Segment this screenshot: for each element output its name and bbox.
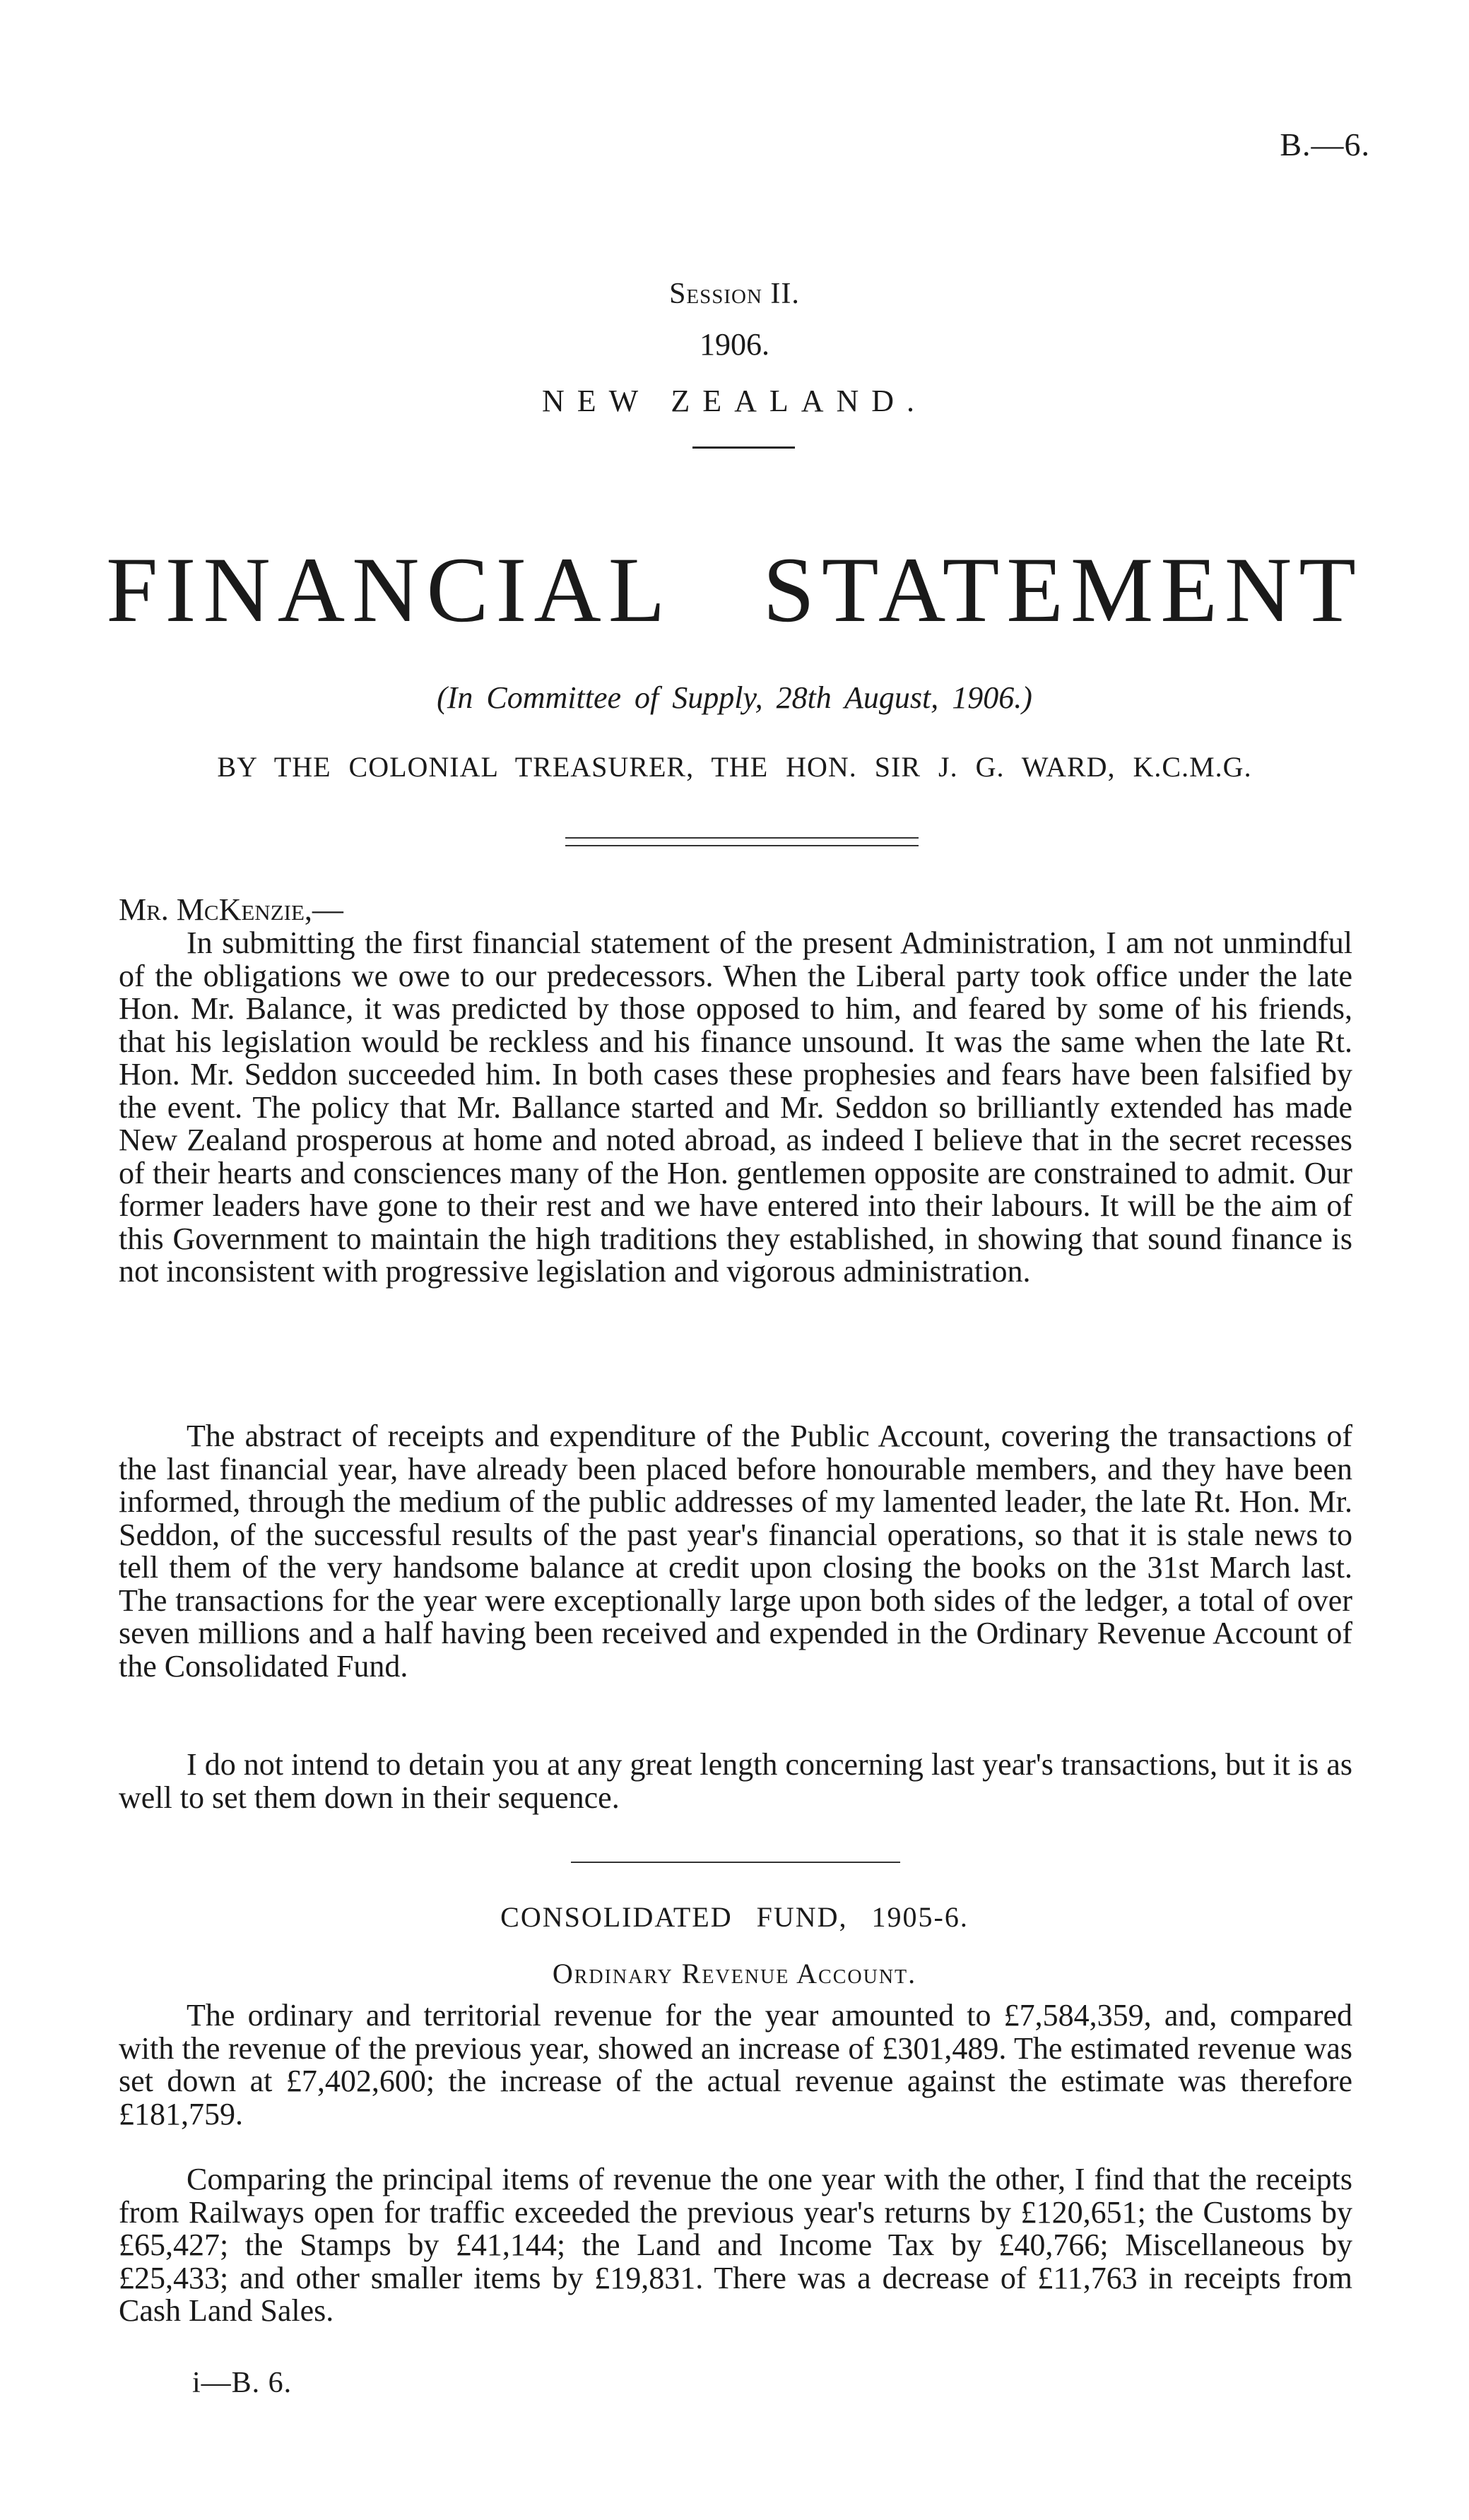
paragraph-text: In submitting the first financial statement of the present Administration, I am not unmindful of the obligations we owe to our predecessors. When the Liberal party took office under the late Hon. Mr. Balance, it was predicted by those opposed to him, and feared by some of his friends, that his legislation would be reckless and his finance unsound. It was the same when the late Rt. Hon. Mr. Seddon succeeded him. In both cases these prophesies and fears have been falsified by the event. The policy that Mr. Ballance started and Mr. Seddon so brilliantly extended has made New Zealand prosperous at home and noted abroad, as indeed I believe that in the secret recesses of their hearts and consciences many of the Hon. gentlemen opposite are constrained to admit. Our former leaders have gone to their rest and we have entered into their labours. It will be the aim of this Government to maintain the high traditions they established, in showing that sound finance is not inconsistent with progressive legislation and vigorous administration. — [119, 925, 1352, 1289]
paragraph-intro-1 — [119, 927, 1352, 1289]
section-subheading: Ordinary Revenue Account. — [552, 1958, 917, 1989]
document-subtitle: (In Committee of Supply, 28th August, 1906.) — [437, 680, 1032, 715]
byline: BY THE COLONIAL TREASURER, THE HON. SIR J. G. WARD, K.C.M.G. — [217, 751, 1252, 783]
paragraph-text: The ordinary and territorial revenue for the year amounted to £7,584,359, and, compared with the revenue of the previous year, showed an increase of £301,489. The estimated revenue was set down at £7,402,600; the increase of the actual revenue against the estimate was therefore £181,759. — [119, 1998, 1352, 2131]
footer-reference: i—B. 6. — [192, 2367, 293, 2399]
paragraph-text: Comparing the principal items of revenue the one year with the other, I find that the receipts from Railways open for traffic exceeded the previous year's returns by £120,651; the Customs by £65,427; the Stamps by £41,144; the Land and Income Tax by £40,766; Miscellaneous by £25,433; and other smaller items by £19,831. There was a decrease of £11,763 in receipts from Cash Land Sales. — [119, 2162, 1352, 2328]
paragraph-intro-2 — [119, 1420, 1352, 1683]
section-heading: CONSOLIDATED FUND, 1905-6. — [500, 1901, 969, 1933]
section-divider — [571, 1862, 900, 1863]
document-title: FINANCIAL STATEMENT — [106, 538, 1363, 641]
paragraph-section-2 — [119, 2163, 1352, 2328]
year-line: 1906. — [700, 327, 769, 362]
page-reference: B.—6. — [1280, 126, 1370, 162]
paragraph-section-1 — [119, 1999, 1352, 2131]
title-divider-top — [565, 837, 919, 839]
title-divider-bottom — [565, 845, 919, 846]
salutation: Mr. McKenzie,— — [119, 892, 343, 927]
paragraph-intro-3 — [119, 1749, 1352, 1814]
header-divider — [692, 446, 795, 449]
session-line: Session II. — [669, 278, 800, 310]
country-line: NEW ZEALAND. — [541, 384, 928, 418]
paragraph-text: The abstract of receipts and expenditure of the Public Account, covering the transactions of the last financial year, have already been placed before honourable members, and they have been informed, through the medium of the public addresses of my lamented leader, the late Rt. Hon. Mr. Seddon, of the successful results of the past year's financial operations, so that it is stale news to tell them of the very handsome balance at credit upon closing the books on the 31st March last. The transactions for the year were exceptionally large upon both sides of the ledger, a total of over seven millions and a half having been received and expended in the Ordinary Revenue Account of the Consolidated Fund. — [119, 1419, 1352, 1684]
paragraph-text: I do not intend to detain you at any great length concerning last year's transactions, but it is as well to set them down in their sequence. — [119, 1747, 1352, 1815]
